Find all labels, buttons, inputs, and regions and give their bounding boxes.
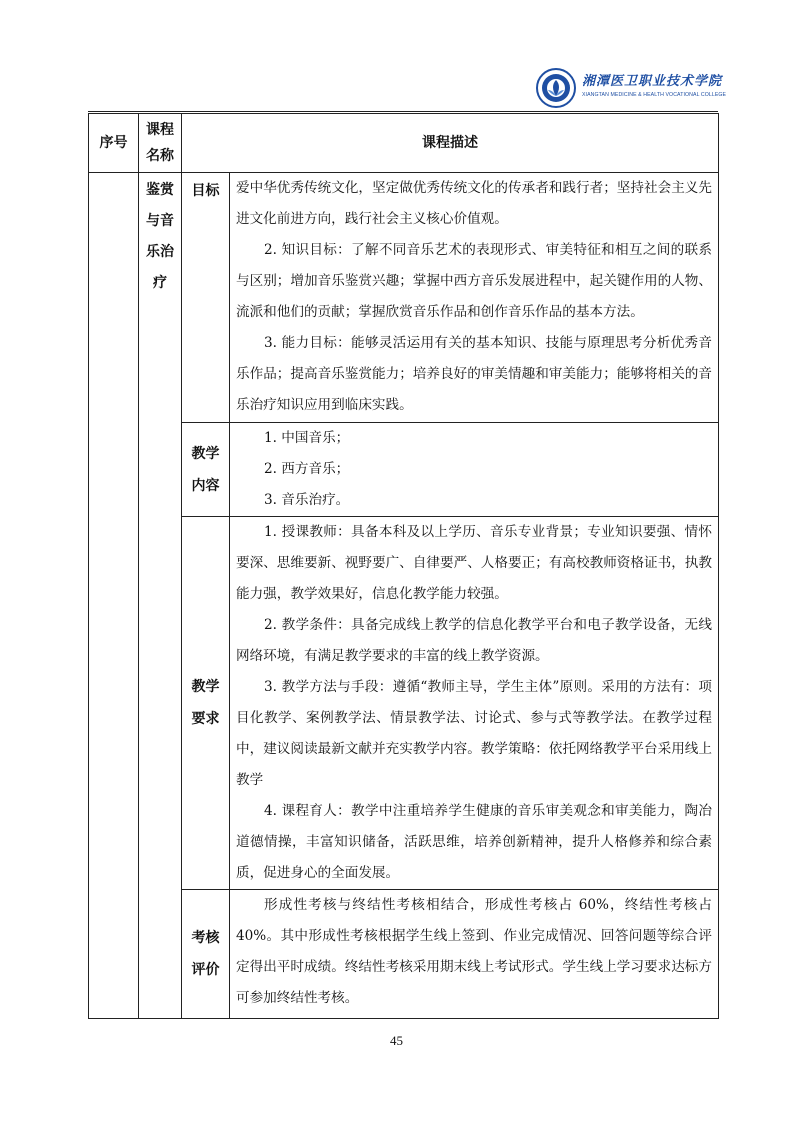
label-line: 评价 bbox=[191, 962, 220, 978]
label-line: 要求 bbox=[191, 711, 220, 727]
assessment-paragraph: 形成性考核与终结性考核相结合，形成性考核占 60%，终结性考核占 40%。其中形成性考核根据学生线上签到、作业完成情况、回答问题等综合评定得出平时成绩。终结性考核采用期末线上考试形式。学生线上学习要求达标方可参加终结性考核。 bbox=[236, 897, 712, 1006]
list-item: 2. 西方音乐； bbox=[264, 461, 350, 477]
header-course-name bbox=[139, 114, 182, 173]
course-name-line: 乐治 bbox=[146, 244, 174, 260]
section-label-assessment bbox=[182, 890, 230, 1019]
course-name-cell bbox=[139, 173, 182, 1019]
requirements-paragraph: 3. 教学方法与手段：遵循“教师主导，学生主体”原则。采用的方法有：项目化教学、案例教学法、情景教学法、讨论式、参与式等教学法。在教学过程中，建议阅读最新文献并充实教学内容。教学策略：依托网络教学平台采用线上教学 bbox=[236, 679, 712, 788]
header-divider bbox=[88, 111, 718, 112]
goals-paragraph: 爱中华优秀传统文化，坚定做优秀传统文化的传承者和践行者；坚持社会主义先进文化前进方向，践行社会主义核心价值观。 bbox=[236, 180, 712, 227]
section-content-teaching-content bbox=[230, 423, 719, 517]
goals-paragraph: 3. 能力目标：能够灵活运用有关的基本知识、技能与原理思考分析优秀音乐作品；提高音乐鉴赏能力；培养良好的审美情趣和审美能力；能够将相关的音乐治疗知识应用到临床实践。 bbox=[236, 335, 712, 413]
seq-cell bbox=[89, 173, 139, 1019]
header-course-name-line1: 课程 bbox=[146, 122, 174, 138]
label-line: 考核 bbox=[191, 930, 220, 946]
course-name-line: 鉴赏 bbox=[146, 182, 174, 198]
table-row bbox=[89, 890, 719, 1019]
page-number: 45 bbox=[390, 1033, 403, 1048]
course-name-line: 与音 bbox=[146, 213, 174, 229]
section-label-requirements bbox=[182, 517, 230, 890]
header-course-name-line2: 名称 bbox=[146, 148, 174, 164]
list-item: 1. 中国音乐； bbox=[264, 430, 350, 446]
label-line: 教学 bbox=[191, 445, 220, 462]
goals-paragraph: 2. 知识目标：了解不同音乐艺术的表现形式、审美特征和相互之间的联系与区别；增加音乐鉴赏兴趣；掌握中西方音乐发展进程中，起关键作用的人物、流派和他们的贡献；掌握欣赏音乐作品和创作音乐作品的基本方法。 bbox=[236, 242, 712, 320]
college-emblem-icon bbox=[536, 68, 576, 108]
section-content-goals bbox=[230, 173, 719, 423]
course-table bbox=[88, 113, 719, 1019]
college-name-en: XIANGTAN MEDICINE & HEALTH VOCATIONAL COLLEGE bbox=[582, 92, 727, 98]
list-item: 3. 音乐治疗。 bbox=[264, 492, 350, 508]
label-line: 内容 bbox=[191, 477, 220, 494]
college-header bbox=[582, 70, 732, 98]
section-label-goals: 目标 bbox=[182, 173, 230, 423]
section-content-assessment bbox=[230, 890, 719, 1019]
table-header-row bbox=[89, 114, 719, 173]
label-line: 教学 bbox=[191, 679, 220, 695]
college-name: 湘潭医卫职业技术学院 bbox=[582, 74, 723, 89]
header-description: 课程描述 bbox=[182, 114, 719, 173]
section-content-requirements bbox=[230, 517, 719, 890]
course-name-line: 疗 bbox=[153, 275, 167, 291]
table-row bbox=[89, 423, 719, 517]
table-row bbox=[89, 517, 719, 890]
header-seq: 序号 bbox=[89, 114, 139, 173]
section-label-content bbox=[182, 423, 230, 517]
requirements-paragraph: 1. 授课教师：具备本科及以上学历、音乐专业背景；专业知识要强、情怀要深、思维要新、视野要广、自律要严、人格要正；有高校教师资格证书，执教能力强，教学效果好，信息化教学能力较强。 bbox=[236, 524, 712, 602]
requirements-paragraph: 4. 课程育人：教学中注重培养学生健康的音乐审美观念和审美能力，陶冶道德情操，丰富知识储备，活跃思维，培养创新精神，提升人格修养和综合素质，促进身心的全面发展。 bbox=[236, 803, 712, 881]
requirements-paragraph: 2. 教学条件：具备完成线上教学的信息化教学平台和电子教学设备，无线网络环境，有满足教学要求的丰富的线上教学资源。 bbox=[236, 617, 712, 664]
table-row bbox=[89, 173, 719, 423]
